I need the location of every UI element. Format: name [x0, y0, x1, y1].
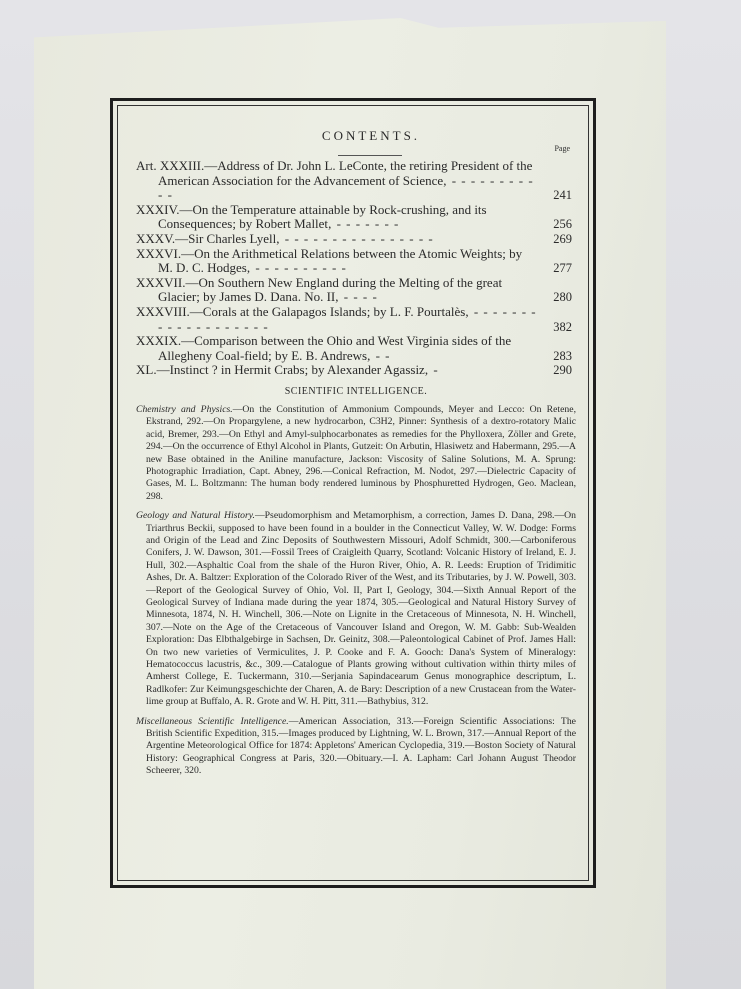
toc-entry-page: 256 — [553, 217, 572, 232]
toc-entry: Art. XXXIII.—Address of Dr. John L. LeConte, the retiring President of the American Association for the Advancement of Science, - - - - - - - - - - - 241 — [136, 158, 572, 203]
section-title: Miscellaneous Scientific Intelligence. — [136, 715, 289, 727]
toc-entry: XL.—Instinct ? in Hermit Crabs; by Alexander Agassiz, - 290 — [136, 362, 572, 378]
toc-entry-title: XXXVIII.—Corals at the Galapagos Islands; by L. F. Pourtalès — [136, 303, 466, 319]
intelligence-section — [136, 716, 576, 778]
toc-entry-title: XXXVII.—On Southern New England during the Melting of the great Glacier; by James D. Dana. No. II — [136, 274, 503, 305]
toc-entry: XXXVI.—On the Arithmetical Relations between the Atomic Weights; by M. D. C. Hodges, - - - - - - - - - - 277 — [136, 245, 572, 276]
page-column-label: Page — [554, 144, 570, 153]
section-body: —On the Constitution of Ammonium Compounds, Meyer and Lecco: On Retene, Ekstrand, 292.—On Propargylene, a new hydrocarbon, C3H2, Pinner: Synthesis of a dextro-rotatory Malic acid, Bremer, 293.—On Ethyl and Amyl-sulphocarbonates as remedies for the Phylloxera, Zöller and Grete, 294.—On the occurrence of Ethyl Alcohol in Plants, Gutzeit: On Arbutin, Hlasiwetz and Habermann, 295.—A new Base obtained in the Aniline manufacture, Jackson: Viscosity of Saline Solutions, M. A. Sprung: Photographic Irradiation, Capt. Abney, 296.—Conical Refraction, M. Nodot, 297.—Dielectric Capacity of Gases, M. L. Boltzmann: The human body rendered luminous by Phosphuretted Hydrogen, Geo. Maclean, 298. — [146, 403, 576, 502]
toc-entry-title: XXXV.—Sir Charles Lyell — [136, 230, 277, 246]
toc-entry-page: 269 — [553, 231, 572, 246]
toc-entry: XXXVII.—On Southern New England during the Melting of the great Glacier; by James D. Dana. No. II, - - - - 280 — [136, 274, 572, 305]
section-body: —American Association, 313.—Foreign Scientific Associations: The British Scientific Expedition, 315.—Images produced by Lightning, W. L. Brown, 317.—Annual Report of the Argentine Meteorological Office for 1874: Appletons' American Cyclopedia, 319.—Boston Society of Natural History: Geographical Congress at Paris, 320.—Obituary.—I. A. Lapham: Carl Johann August Theodor Scheerer, 320. — [146, 715, 576, 777]
section-heading: SCIENTIFIC INTELLIGENCE. — [284, 385, 428, 397]
toc-entry-page: 290 — [553, 363, 572, 378]
section-title: Geology and Natural History. — [136, 510, 255, 522]
intelligence-section — [136, 404, 576, 503]
toc-entry: XXXV.—Sir Charles Lyell, - - - - - - - - - - - - - - - - 269 — [136, 230, 572, 246]
toc-entry-page: 382 — [553, 319, 572, 334]
page-title: CONTENTS. — [321, 128, 421, 143]
contents-panel — [136, 128, 576, 785]
section-title: Chemistry and Physics. — [136, 403, 233, 415]
toc-entry-title: XL.—Instinct ? in Hermit Crabs; by Alexander Agassiz — [136, 362, 425, 378]
toc-entry-title: XXXVI.—On the Arithmetical Relations between the Atomic Weights; by M. D. C. Hodges — [136, 245, 523, 276]
table-of-contents — [136, 159, 576, 378]
toc-entry: XXXIV.—On the Temperature attainable by Rock-crushing, and its Consequences; by Robert Mallet, - - - - - - - 256 — [136, 201, 572, 232]
toc-entry-page: 241 — [553, 188, 572, 203]
toc-entry-page: 283 — [553, 348, 572, 363]
toc-entry-title: XXXIX.—Comparison between the Ohio and West Virginia sides of the Allegheny Coal-field; by E. B. Andrews — [136, 333, 512, 363]
toc-entry-page: 280 — [553, 290, 572, 305]
section-body: —Pseudomorphism and Metamorphism, a correction, James D. Dana, 298.—On Triarthrus Beckii, supposed to have been found in a boulder in the Connecticut Valley, W. W. Dodge: Forms and Origin of the Lead and Zinc Deposits of Southwestern Missouri, Adolf Schmidt, 300.—Carboniferous Conifers, J. W. Dawson, 301.—Fossil Trees of Craigleith Quarry, Scotland: Volcanic History of Ireland, E. J. Hull, 302.—Asphaltic Coal from the shale of the Huron River, Ohio, A. R. Leeds: Eruption of Tridimitic Ashes, Dr. A. Baltzer: Exploration of the Colorado River of the West, and its Tributaries, by J. W. Powell, 303.—Report of the Geological Survey of Ohio, Vol. II, Part I, Geology, 304.—Sixth Annual Report of the Geological Survey of Indiana made during the year 1874, 305.—Geological and Natural History Survey of Minnesota, 1874, N. H. Winchell, 306.—Note on Lignite in the Cretaceous of Minnesota, N. H. Winchell, 307.—Note on the Age of the Cretaceous of Vancouver Island and Oregon, W. M. Gabb: Sub-Wealden Exploration: Das Elbthalgebirge in Sachsen, Dr. Geinitz, 308.—Paleontological Cabinet of Prof. James Hall: On two new varieties of Vermiculites, J. P. Cooke and F. A. Gooch: Dana's System of Mineralogy: Hematococcus lacustris, &c., 309.—Catalogue of Plants growing without cultivation within thirty miles of Amherst College, E. Tuckermann, 310.—Serjania Sapindacearum Genus monographice descriptum, L. Radlkofer: Zur Keimungsgeschichte der Charen, A. de Bary: Description of a new Crustacean from the Water-lime group at Buffalo, A. R. Grote and W. H. Pitt, 311.—Bathybius, 312. — [146, 510, 576, 708]
toc-entry: XXXVIII.—Corals at the Galapagos Islands; by L. F. Pourtalès, - - - - - - - - - - - - - - - - - - - 382 — [136, 303, 572, 334]
toc-entry-title: XXXIV.—On the Temperature attainable by Rock-crushing, and its Consequences; by Robert Mallet — [136, 201, 487, 232]
intelligence-section — [136, 510, 576, 709]
toc-entry-title: Art. XXXIII.—Address of Dr. John L. LeConte, the retiring President of the American Association for the Advancement of Science — [136, 158, 533, 188]
toc-entry-page: 277 — [553, 261, 572, 276]
toc-entry: XXXIX.—Comparison between the Ohio and West Virginia sides of the Allegheny Coal-field; by E. B. Andrews, - - 283 — [136, 333, 572, 363]
title-divider — [338, 155, 402, 156]
